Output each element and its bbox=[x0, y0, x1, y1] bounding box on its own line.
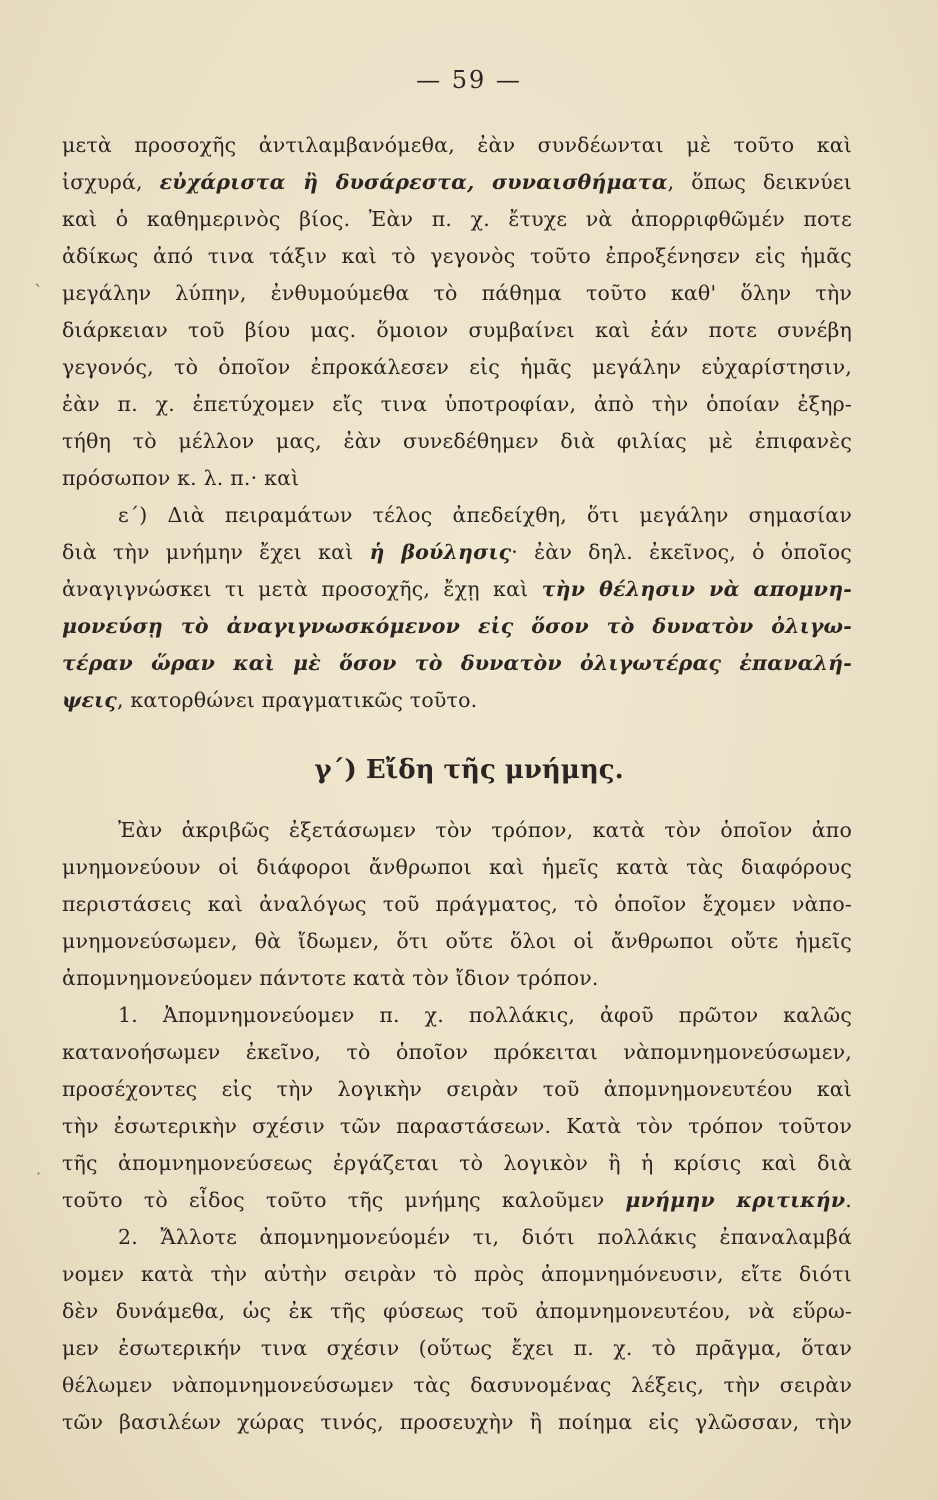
text-line bbox=[62, 571, 852, 608]
text-line bbox=[62, 164, 852, 201]
text-run: ἀδίκως ἀπό τινα τάξιν καὶ τὸ γεγονὸς τοῦτο ἐπροξένησεν εἰς ἡμᾶς bbox=[62, 244, 852, 268]
text-run: καὶ ὁ καθημερινὸς βίος. Ἐὰν π. χ. ἔτυχε νὰ ἀπορριφθῶμέν ποτε bbox=[62, 207, 852, 231]
text-line bbox=[62, 1330, 852, 1367]
text-run: προσέχοντες εἰς τὴν λογικὴν σειρὰν τοῦ ἀπομνημονευτέου καὶ bbox=[62, 1077, 852, 1101]
text-run: , κατορθώνει πραγματικῶς τοῦτο. bbox=[116, 688, 478, 712]
text-line bbox=[62, 997, 852, 1034]
emphasized-text: εὐχάριστα ἢ δυσάρεστα, συναισθήματα bbox=[159, 170, 668, 194]
text-run: 2. Ἄλλοτε ἀπομνημονεύομέν τι, διότι πολλάκις ἐπαναλαμβά bbox=[118, 1225, 852, 1249]
text-line bbox=[62, 1256, 852, 1293]
text-run: 1. Ἀπομνημονεύομεν π. χ. πολλάκις, ἀφοῦ πρῶτον καλῶς bbox=[118, 1003, 852, 1027]
text-run: τῆς ἀπομνημονεύσεως ἐργάζεται τὸ λογικὸν ἢ ἡ κρίσις καὶ διὰ bbox=[62, 1151, 852, 1175]
text-line bbox=[62, 127, 852, 164]
text-line bbox=[62, 960, 852, 997]
text-line bbox=[62, 312, 852, 349]
text-run: μνημονεύουν οἱ διάφοροι ἄνθρωποι καὶ ἡμεῖς κατὰ τὰς διαφόρους bbox=[62, 855, 852, 879]
text-line bbox=[62, 1182, 852, 1219]
text-line bbox=[62, 1145, 852, 1182]
text-line bbox=[62, 645, 852, 682]
text-line bbox=[62, 1219, 852, 1256]
emphasized-text: τέραν ὥραν καὶ μὲ ὅσον τὸ δυνατὸν ὀλιγωτέρας ἐπαναλή- bbox=[62, 651, 852, 675]
emphasized-text: ἡ βούλησις bbox=[369, 540, 512, 564]
text-run: διάρκειαν τοῦ βίου μας. ὅμοιον συμβαίνει καὶ ἐάν ποτε συνέβη bbox=[62, 318, 852, 342]
text-line bbox=[62, 1367, 852, 1404]
emphasized-text: μνήμην κριτικήν bbox=[625, 1188, 846, 1212]
text-run: κατανοήσωμεν ἐκεῖνο, τὸ ὁποῖον πρόκειται νὰπομνημονεύσωμεν, bbox=[62, 1040, 852, 1064]
text-run: θέλωμεν νὰπομνημονεύσωμεν τὰς δασυνομένας λέξεις, τὴν σειρὰν bbox=[62, 1373, 852, 1397]
text-run: μεγάλην λύπην, ἐνθυμούμεθα τὸ πάθημα τοῦτο καθ' ὅλην τὴν bbox=[62, 281, 852, 305]
text-line bbox=[62, 386, 852, 423]
text-run: δὲν δυνάμεθα, ὡς ἐκ τῆς φύσεως τοῦ ἀπομνημονευτέου, νὰ εὕρω- bbox=[62, 1299, 852, 1323]
text-line bbox=[62, 201, 852, 238]
paragraph-repetition-memory bbox=[62, 1219, 852, 1441]
text-line bbox=[62, 349, 852, 386]
text-line bbox=[62, 849, 852, 886]
text-run: ἀπομνημονεύομεν πάντοτε κατὰ τὸν ἴδιον τρόπον. bbox=[62, 966, 599, 990]
text-run: ἰσχυρά, bbox=[62, 170, 160, 194]
text-run: , ὅπως δεικνύει bbox=[667, 170, 852, 194]
text-run: τὴν ἐσωτερικὴν σχέσιν τῶν παραστάσεων. Κατὰ τὸν τρόπον τοῦτον bbox=[62, 1114, 852, 1138]
text-line bbox=[62, 460, 852, 497]
text-run: μετὰ προσοχῆς ἀντιλαμβανόμεθα, ἐὰν συνδέωνται μὲ τοῦτο καὶ bbox=[62, 133, 852, 157]
text-run: Ἐὰν ἀκριβῶς ἐξετάσωμεν τὸν τρόπον, κατὰ τὸν ὁποῖον ἀπο bbox=[118, 818, 852, 842]
text-line bbox=[62, 497, 852, 534]
text-line bbox=[62, 923, 852, 960]
text-run: τῶν βασιλέων χώρας τινός, προσευχὴν ἢ ποίημα εἰς γλῶσσαν, τὴν bbox=[62, 1410, 852, 1434]
paragraph-memory-emotions bbox=[62, 127, 852, 497]
text-run: ἐὰν π. χ. ἐπετύχομεν εἴς τινα ὑποτροφίαν, ἀπὸ τὴν ὁποίαν ἐξηρ- bbox=[62, 392, 852, 416]
text-run: διὰ τὴν μνήμην ἔχει καὶ bbox=[62, 540, 370, 564]
text-line bbox=[62, 1404, 852, 1441]
text-line bbox=[62, 1293, 852, 1330]
text-run: γεγονός, τὸ ὁποῖον ἐπροκάλεσεν εἰς ἡμᾶς μεγάλην εὐχαρίστησιν, bbox=[62, 355, 852, 379]
text-run: μεν ἐσωτερικήν τινα σχέσιν (οὕτως ἔχει π. χ. τὸ πρᾶγμα, ὅταν bbox=[62, 1336, 852, 1360]
paragraph-critical-memory bbox=[62, 997, 852, 1219]
margin-tick-mark: ˋ bbox=[34, 282, 43, 303]
paragraph-will bbox=[62, 497, 852, 719]
text-run: νομεν κατὰ τὴν αὐτὴν σειρὰν τὸ πρὸς ἀπομνημόνευσιν, εἴτε διότι bbox=[62, 1262, 852, 1286]
text-run: τοῦτο τὸ εἶδος τοῦτο τῆς μνήμης καλοῦμεν bbox=[62, 1188, 626, 1212]
text-line bbox=[62, 1108, 852, 1145]
text-run: περιστάσεις καὶ ἀναλόγως τοῦ πράγματος, τὸ ὁποῖον ἔχομεν νὰπο- bbox=[62, 892, 852, 916]
text-run: πρόσωπον κ. λ. π.· καὶ bbox=[62, 466, 300, 490]
text-line bbox=[62, 1034, 852, 1071]
text-run: · ἐὰν δηλ. ἐκεῖνος, ὁ ὁποῖος bbox=[511, 540, 852, 564]
emphasized-text: ψεις bbox=[62, 688, 117, 712]
text-run: τήθη τὸ μέλλον μας, ἐὰν συνεδέθημεν διὰ φιλίας μὲ ἐπιφανὲς bbox=[62, 429, 852, 453]
text-run: μνημονεύσωμεν, θὰ ἴδωμεν, ὅτι οὔτε ὅλοι οἱ ἄνθρωποι οὔτε ἡμεῖς bbox=[62, 929, 852, 953]
text-line bbox=[62, 682, 852, 719]
text-line bbox=[62, 238, 852, 275]
text-run: ε΄) Διὰ πειραμάτων τέλος ἀπεδείχθη, ὅτι μεγάλην σημασίαν bbox=[118, 503, 852, 527]
text-line bbox=[62, 608, 852, 645]
text-run: ἀναγιγνώσκει τι μετὰ προσοχῆς, ἔχῃ καὶ bbox=[62, 577, 542, 601]
text-run: . bbox=[845, 1188, 852, 1212]
text-line bbox=[62, 886, 852, 923]
emphasized-text: τὴν θέλησιν νὰ απομνη- bbox=[541, 577, 852, 601]
paragraph-kinds-intro bbox=[62, 812, 852, 997]
text-line bbox=[62, 275, 852, 312]
margin-tick-mark: ˙ bbox=[34, 1170, 43, 1191]
section-heading: γ΄) Εἴδη τῆς μνήμης. bbox=[314, 755, 624, 785]
emphasized-text: μονεύσῃ τὸ ἀναγιγνωσκόμενον εἰς ὅσον τὸ δυνατὸν ὀλιγω- bbox=[62, 614, 852, 638]
page-number: — 59 — bbox=[416, 66, 522, 94]
text-line bbox=[62, 812, 852, 849]
text-line bbox=[62, 534, 852, 571]
text-line bbox=[62, 1071, 852, 1108]
text-line bbox=[62, 423, 852, 460]
